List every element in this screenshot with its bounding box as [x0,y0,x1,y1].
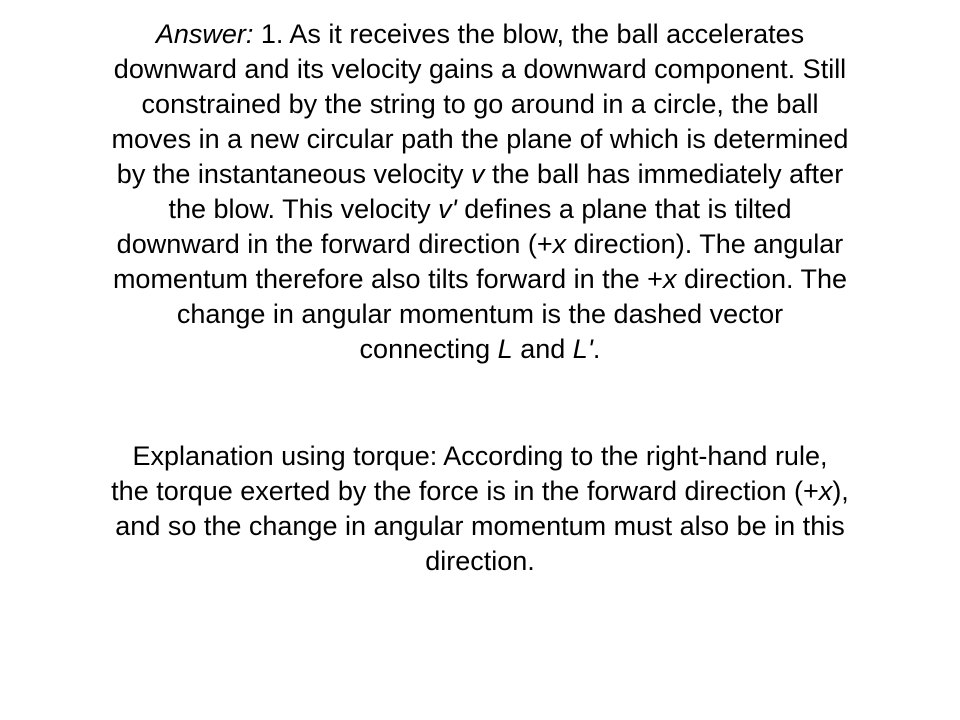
text-line [20,157,940,192]
text-segment: 1. As it receives the blow, the ball accelerates [253,19,805,49]
text-segment: downward in the forward direction (+ [116,229,553,259]
text-segment: ), [832,476,849,506]
italic-text: x [552,229,567,259]
text-line [20,297,940,332]
text-line [20,474,940,509]
italic-text: x [818,476,833,506]
text-line [20,509,940,544]
text-segment: Explanation using torque: According to the right-hand rule, [132,441,828,471]
italic-text: v' [438,194,457,224]
text-segment: direction. [425,546,535,576]
text-segment: defines a plane that is tilted [456,194,792,224]
text-line [20,439,940,474]
text-segment: and so the change in angular momentum must also be in this [115,511,845,541]
italic-text: L' [572,334,593,364]
text-segment: direction). The angular [566,229,844,259]
text-segment: the blow. This velocity [168,194,439,224]
text-segment: moves in a new circular path the plane of which is determined [111,124,849,154]
text-line [20,17,940,52]
text-segment: the ball has immediately after [484,159,844,189]
text-segment: the torque exerted by the force is in the forward direction (+ [111,476,819,506]
text-line [20,227,940,262]
text-line [20,332,940,367]
text-segment: direction. The [676,264,848,294]
text-line [20,544,940,579]
text-line [20,52,940,87]
text-segment: by the instantaneous velocity [116,159,472,189]
text-segment: connecting [359,334,498,364]
text-segment: downward and its velocity gains a downward component. Still [113,54,847,84]
text-line [20,122,940,157]
text-segment: change in angular momentum is the dashed vector [176,299,784,329]
italic-text: Answer: [155,19,254,49]
text-line [20,192,940,227]
text-segment: constrained by the string to go around in a circle, the ball [141,89,819,119]
text-segment: . [592,334,601,364]
explanation-paragraph [20,439,940,579]
text-line [20,87,940,122]
text-line [20,262,940,297]
italic-text: L [497,334,513,364]
italic-text: v [471,159,485,189]
text-segment: momentum therefore also tilts forward in the + [112,264,663,294]
italic-text: x [662,264,677,294]
text-segment: and [512,334,573,364]
answer-paragraph [20,17,940,367]
